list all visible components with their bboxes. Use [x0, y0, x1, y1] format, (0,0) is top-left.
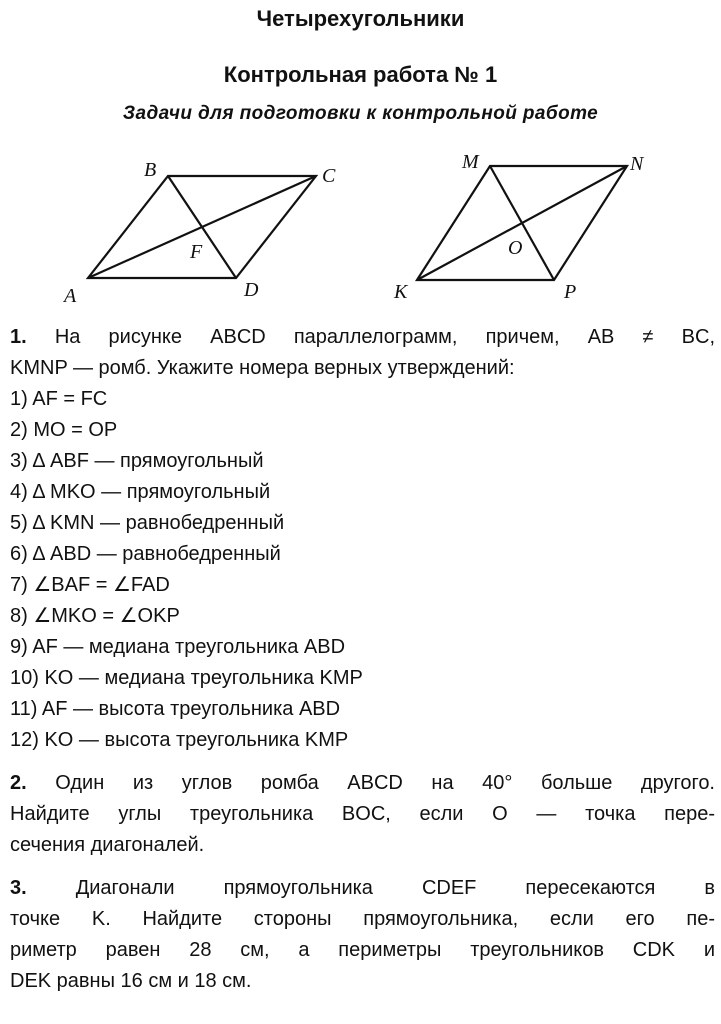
problem-2-line-1 — [10, 768, 715, 799]
problem-1-number: 1. — [10, 326, 27, 348]
problem-3 — [10, 873, 715, 997]
statement: 10) KO — медиана треугольника KMP — [10, 667, 363, 689]
problem-2-number: 2. — [10, 772, 27, 794]
page-title: Четырехугольники — [256, 6, 465, 31]
statement: 3) Δ ABF — прямоугольный — [10, 450, 264, 472]
label-f: F — [190, 241, 203, 263]
problem-3-text-1: Диагонали прямоугольника CDEF пересекаются в — [75, 877, 716, 899]
problem-2-line-3: сечения диагоналей. — [10, 834, 205, 856]
label-m: M — [462, 151, 479, 173]
problem-3-line-4: DEK равны 16 см и 18 см. — [10, 970, 252, 992]
label-n: N — [630, 153, 644, 175]
statement: 11) AF — высота треугольника ABD — [10, 698, 341, 720]
problem-1-line-1 — [10, 322, 715, 353]
problem-1 — [10, 322, 715, 756]
problem-2-text-1: Один из углов ромба ABCD на 40° больше другого. — [55, 772, 715, 794]
statement: 1) AF = FC — [10, 388, 108, 410]
problem-3-line-3: риметр равен 28 см, а периметры треугольников CDK и — [10, 939, 715, 961]
statement: 8) ∠MKO = ∠OKP — [10, 605, 180, 627]
problem-2-line-2: Найдите углы треугольника BOC, если O — точка пере- — [10, 803, 715, 825]
label-o: O — [508, 237, 523, 259]
label-d: D — [244, 279, 259, 301]
label-k: K — [394, 281, 408, 303]
problem-3-number: 3. — [10, 877, 27, 899]
problem-3-line-1 — [10, 873, 715, 904]
statement: 4) Δ MKO — прямоугольный — [10, 481, 271, 503]
problem-1-line-2: KMNP — ромб. Укажите номера верных утверждений: — [10, 357, 515, 379]
label-b: B — [144, 159, 157, 181]
statement: 7) ∠BAF = ∠FAD — [10, 574, 170, 596]
label-a: A — [64, 285, 77, 307]
label-c: C — [322, 165, 336, 187]
statement: 2) MO = OP — [10, 419, 118, 441]
test-caption: Задачи для подготовки к контрольной работе — [122, 103, 599, 124]
problems — [10, 322, 715, 997]
figures — [0, 150, 721, 310]
rhombus-kmnp — [417, 166, 627, 280]
test-title: Контрольная работа № 1 — [223, 62, 498, 87]
label-p: P — [564, 281, 577, 303]
problem-3-line-2: точке K. Найдите стороны прямоугольника, если его пе- — [10, 908, 715, 930]
problem-2 — [10, 768, 715, 861]
statement: 12) KO — высота треугольника KMP — [10, 729, 349, 751]
statement: 6) Δ ABD — равнобедренный — [10, 543, 281, 565]
diagonal-mp — [490, 166, 554, 280]
statement: 9) AF — медиана треугольника ABD — [10, 636, 346, 658]
statement: 5) Δ KMN — равнобедренный — [10, 512, 285, 534]
problem-1-text-1: На рисунке ABCD параллелограмм, причем, AB ≠ BC, — [54, 326, 715, 348]
